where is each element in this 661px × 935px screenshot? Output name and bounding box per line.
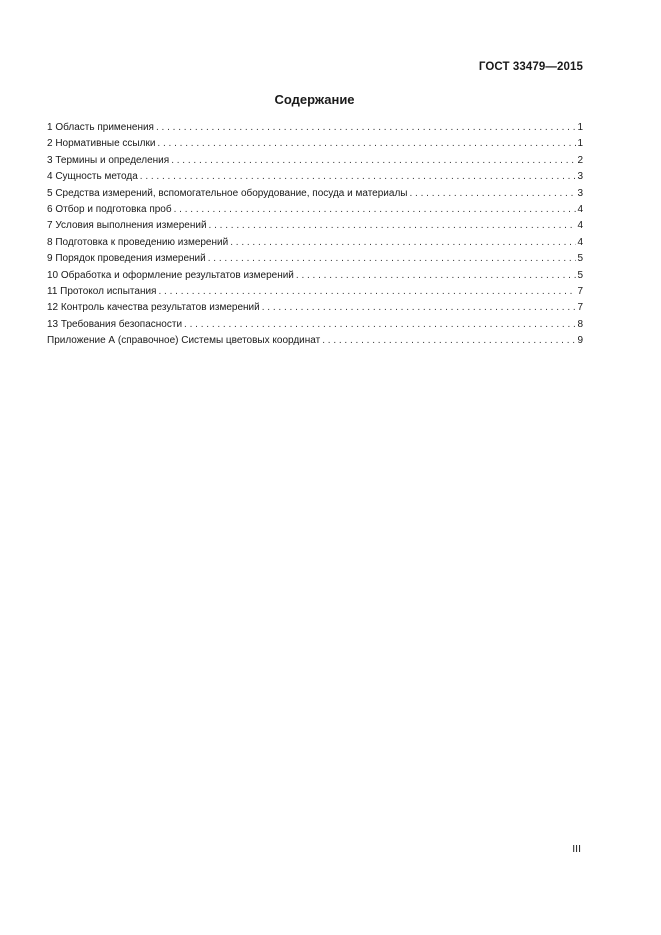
- toc-item[interactable]: [47, 202, 583, 218]
- toc-title: Содержание: [274, 92, 355, 107]
- toc-item-page: 7: [577, 302, 583, 314]
- toc-item-text: 3 Термины и определения: [47, 154, 170, 166]
- toc-item[interactable]: [47, 169, 583, 185]
- toc-item-page: 4: [577, 203, 583, 215]
- toc-item[interactable]: [47, 153, 583, 169]
- toc-leader-dots: [184, 317, 576, 333]
- toc-item-page: 3: [577, 187, 583, 199]
- toc-item-text: 12 Контроль качества результатов измерений: [47, 302, 260, 314]
- toc-item-page: 5: [577, 269, 583, 281]
- toc-leader-dots: [230, 235, 576, 251]
- toc-leader-dots: [171, 153, 576, 169]
- toc-item[interactable]: [47, 317, 583, 333]
- toc-leader-dots: [156, 120, 576, 136]
- toc-leader-dots: [208, 251, 577, 267]
- toc-item-page: 2: [577, 154, 583, 166]
- toc-item[interactable]: [47, 251, 583, 267]
- toc-item-text: 7 Условия выполнения измерений: [47, 220, 207, 232]
- toc-leader-dots: [296, 268, 577, 284]
- toc-item[interactable]: [47, 333, 583, 349]
- toc-item[interactable]: [47, 218, 583, 234]
- toc-item-text: 8 Подготовка к проведению измерений: [47, 236, 229, 248]
- toc-item-text: 5 Средства измерений, вспомогательное оборудование, посуда и материалы: [47, 187, 408, 199]
- toc-item-text: 4 Сущность метода: [47, 171, 138, 183]
- toc-item-page: 1: [577, 138, 583, 150]
- toc-item-page: 8: [577, 318, 583, 330]
- toc-leader-dots: [174, 202, 577, 218]
- toc-item-text: 11 Протокол испытания: [47, 285, 157, 297]
- toc-item-page: 4: [577, 236, 583, 248]
- toc-leader-dots: [140, 169, 577, 185]
- toc-leader-dots: [409, 186, 576, 202]
- toc-item-text: Приложение А (справочное) Системы цветовых координат: [47, 335, 321, 347]
- toc-leader-dots: [262, 300, 577, 316]
- toc-item[interactable]: [47, 235, 583, 251]
- toc-item[interactable]: [47, 186, 583, 202]
- toc-item[interactable]: [47, 120, 583, 136]
- toc-item[interactable]: [47, 284, 583, 300]
- toc-item[interactable]: [47, 268, 583, 284]
- toc-item-page: 7: [577, 285, 583, 297]
- table-of-contents: [47, 120, 583, 349]
- toc-leader-dots: [209, 218, 577, 234]
- toc-item[interactable]: [47, 136, 583, 152]
- toc-leader-dots: [157, 136, 576, 152]
- toc-leader-dots: [322, 333, 576, 349]
- toc-item-page: 3: [577, 171, 583, 183]
- toc-item-page: 1: [577, 122, 583, 133]
- toc-item-text: 6 Отбор и подготовка проб: [47, 203, 172, 215]
- toc-item-text: 2 Нормативные ссылки: [47, 138, 156, 150]
- toc-item[interactable]: [47, 300, 583, 316]
- toc-item-page: 9: [577, 335, 583, 347]
- toc-leader-dots: [158, 284, 576, 300]
- toc-item-text: 13 Требования безопасности: [47, 318, 183, 330]
- document-code: ГОСТ 33479—2015: [478, 61, 583, 73]
- toc-item-text: 1 Область применения: [47, 122, 154, 133]
- toc-item-text: 9 Порядок проведения измерений: [47, 253, 206, 265]
- toc-item-page: 5: [577, 253, 583, 265]
- toc-item-page: 4: [577, 220, 583, 232]
- page-number: III: [572, 843, 581, 855]
- toc-item-text: 10 Обработка и оформление результатов измерений: [47, 269, 294, 281]
